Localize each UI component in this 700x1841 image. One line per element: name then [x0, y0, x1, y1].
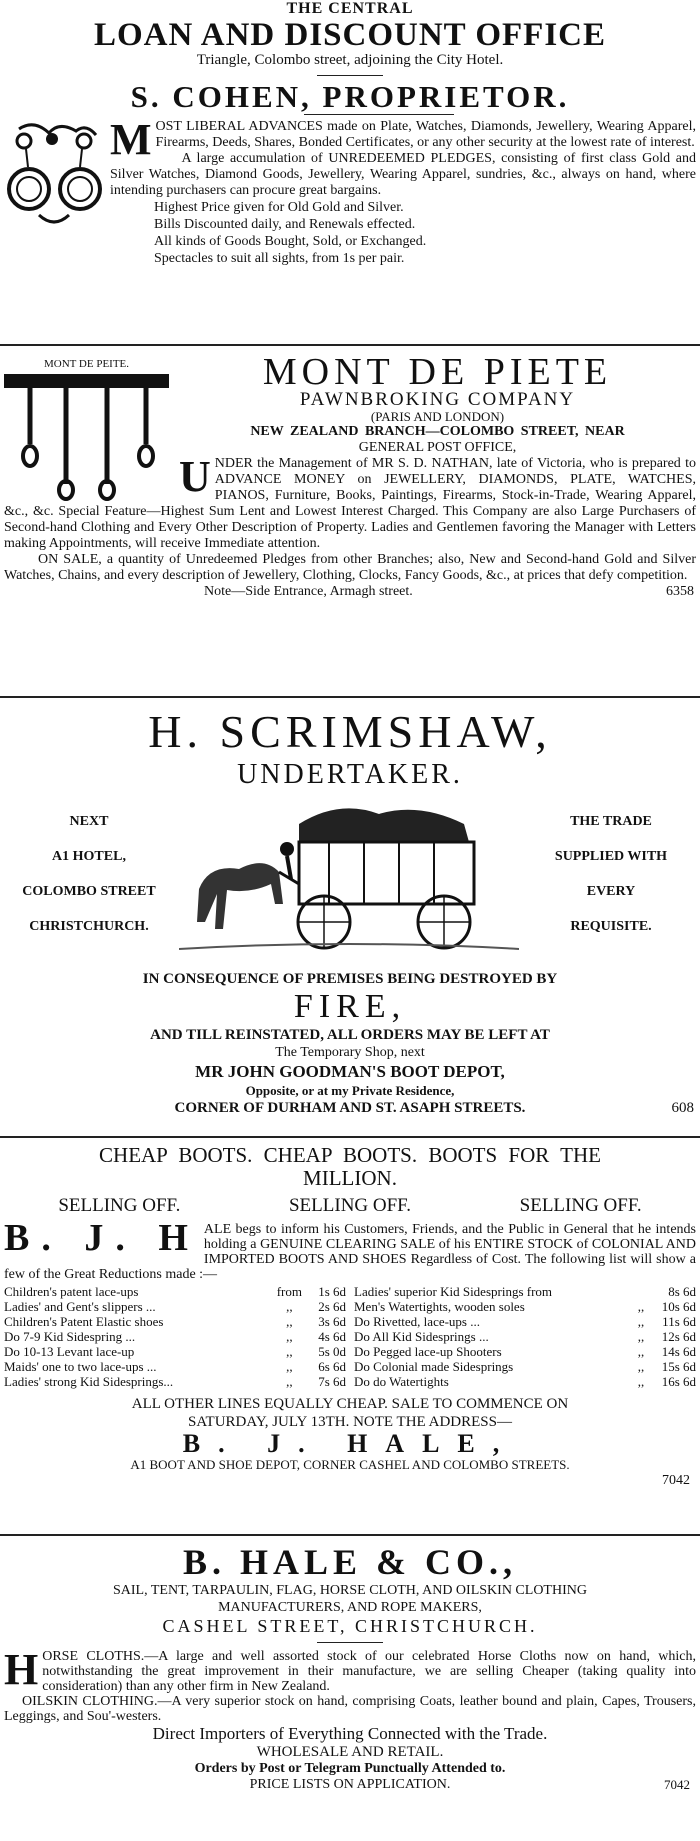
price-value: 11s 6d [662, 1314, 696, 1329]
price-value: 1s 6d [318, 1284, 346, 1299]
price-value: 10s 6d [661, 1299, 696, 1314]
corner-line: CORNER OF DURHAM AND ST. ASAPH STREETS. [174, 1100, 526, 1116]
price-row [354, 1314, 696, 1329]
price-mark: ,, [637, 1299, 645, 1314]
price-row [354, 1299, 696, 1314]
price-row [354, 1284, 696, 1299]
price-item: Do Colonial made Sidesprings [354, 1359, 514, 1374]
divider [317, 75, 383, 76]
cheap-boots-ad [4, 1138, 696, 1534]
oilskin-paragraph: OILSKIN CLOTHING.—A very superior stock on hand, comprising Coats, leather bound and plain, Capes, Trousers, Leggings, and Sou'-westers. [4, 1694, 696, 1724]
mont-title: MONT DE PIETE [262, 351, 613, 393]
service-line: Highest Price given for Old Gold and Silver. [154, 200, 404, 215]
bj-hale-name: B. J. HALE, [182, 1429, 518, 1458]
scrimshaw-left-column [4, 804, 174, 944]
hale-title: B. HALE & CO., [182, 1542, 518, 1582]
dropcap: U [179, 452, 211, 501]
price-row [354, 1329, 696, 1344]
ad-ref-number: 608 [671, 1100, 694, 1116]
wholesale-line: WHOLESALE AND RETAIL. [256, 1744, 444, 1760]
price-row [354, 1344, 696, 1359]
boots-intro [4, 1217, 696, 1282]
price-value: 7s 6d [318, 1374, 346, 1389]
price-row [4, 1299, 346, 1314]
price-value: 16s 6d [661, 1374, 696, 1389]
mont-branch: NEW ZEALAND BRANCH—COLOMBO STREET, NEAR [250, 424, 625, 439]
horse-cloths-paragraph [4, 1645, 696, 1694]
divider [304, 114, 454, 115]
till-line: AND TILL REINSTATED, ALL ORDERS MAY BE LEFT AT [150, 1027, 550, 1043]
price-lists-line: PRICE LISTS ON APPLICATION. [249, 1777, 451, 1792]
orders-line: Orders by Post or Telegram Punctually Attended to. [194, 1761, 506, 1776]
pawn-sign [4, 354, 169, 501]
mont-cities: (PARIS AND LONDON) [370, 409, 505, 424]
left-line: A1 HOTEL, [52, 849, 126, 864]
price-item: Ladies' strong Kid Sidesprings... [4, 1374, 174, 1389]
ad-kicker: THE CENTRAL [286, 0, 414, 17]
price-value: 4s 6d [318, 1329, 346, 1344]
hale-line-2: MANUFACTURERS, AND ROPE MAKERS, [218, 1600, 482, 1615]
boot-depot-line: MR JOHN GOODMAN'S BOOT DEPOT, [195, 1062, 505, 1081]
service-line: All kinds of Goods Bought, Sold, or Exchanged. [154, 234, 427, 249]
price-item: Do Rivetted, lace-ups ... [354, 1314, 480, 1329]
price-mark: ,, [286, 1329, 293, 1344]
price-row [354, 1374, 696, 1389]
mont-note-line [4, 584, 696, 600]
dropcap: H [4, 1645, 39, 1694]
scrimshaw-middle [4, 794, 696, 964]
scrimshaw-title: H. SCRIMSHAW, [148, 706, 552, 757]
mont-branch-2: GENERAL POST OFFICE, [358, 440, 517, 455]
price-item: Do do Watertights [354, 1374, 449, 1389]
price-row [354, 1359, 696, 1374]
all-other-line: ALL OTHER LINES EQUALLY CHEAP. SALE TO COMMENCE ON [131, 1396, 569, 1412]
selling-off-row [4, 1194, 696, 1218]
importers-line: Direct Importers of Everything Connected with the Trade. [152, 1724, 548, 1743]
ad-title: LOAN AND DISCOUNT OFFICE [93, 17, 607, 53]
pawn-jewellery-illustration-icon [4, 119, 104, 234]
scrimshaw-right-column [526, 804, 696, 944]
paragraph-text: OST LIBERAL ADVANCES made on Plate, Watches, Diamonds, Jewellery, Wearing Apparel, Firearms, Deeds, Shares, Bonded Certificates, or any other security at the lowest rate of interest. [155, 119, 696, 150]
scrimshaw-ad [4, 698, 696, 1136]
price-item: Children's patent lace-ups [4, 1284, 139, 1299]
price-mark: ,, [286, 1344, 293, 1359]
service-line: Spectacles to suit all sights, from 1s per pair. [154, 251, 405, 266]
bjh-dropcap: B. J. H [4, 1217, 200, 1259]
price-row [4, 1344, 346, 1359]
divider [317, 1642, 383, 1643]
hale-co-ad [4, 1536, 696, 1836]
ad-address: Triangle, Colombo street, adjoining the City Hotel. [196, 52, 504, 68]
selling-off-label: SELLING OFF. [288, 1195, 411, 1216]
price-mark: ,, [637, 1314, 645, 1329]
three-balls-sign-icon [4, 376, 169, 501]
mont-note: Note—Side Entrance, Armagh street. [204, 584, 413, 599]
saturday-line: SATURDAY, JULY 13TH. NOTE THE ADDRESS— [188, 1414, 512, 1430]
paragraph-text: ORSE CLOTHS.—A large and well assorted stock of our celebrated Horse Cloths now on hand, which, notwithstanding the great improvement in their manufacture, we are selling Cheaper (taking quality into consideration) than any other firm in New Zealand. [42, 1649, 696, 1694]
service-line: Bills Discounted daily, and Renewals effected. [154, 217, 416, 232]
price-row [4, 1359, 346, 1374]
right-line: THE TRADE [570, 814, 652, 829]
price-mark: ,, [637, 1359, 645, 1374]
price-mark: ,, [286, 1374, 293, 1389]
price-row [4, 1374, 346, 1389]
price-row [4, 1284, 346, 1299]
price-mark: ,, [286, 1359, 293, 1374]
orders-block [4, 1761, 696, 1793]
sign-label: MONT DE PEITE. [4, 354, 169, 376]
boots-headline: CHEAP BOOTS. CHEAP BOOTS. BOOTS FOR THE [99, 1143, 601, 1167]
left-line: NEXT [69, 814, 109, 829]
price-item: Ladies' superior Kid Sidesprings from [354, 1284, 553, 1299]
price-value: 3s 6d [318, 1314, 346, 1329]
price-item: Do Pegged lace-up Shooters [354, 1344, 502, 1359]
fire-heading: FIRE, [293, 988, 407, 1025]
price-mark: ,, [286, 1299, 293, 1314]
hale-line: SAIL, TENT, TARPAULIN, FLAG, HORSE CLOTH, AND OILSKIN CLOTHING [113, 1583, 587, 1598]
price-mark: ,, [637, 1344, 645, 1359]
right-line: EVERY [586, 884, 636, 899]
mont-de-piete-ad [4, 346, 696, 696]
ad-ref-number: 7042 [664, 1777, 690, 1792]
price-row [4, 1314, 346, 1329]
price-item: Ladies' and Gent's slippers ... [4, 1299, 156, 1314]
central-loan-ad [4, 0, 696, 344]
price-mark: ,, [637, 1329, 645, 1344]
price-item: Do All Kid Sidesprings ... [354, 1329, 489, 1344]
price-item: Maids' one to two lace-ups ... [4, 1359, 157, 1374]
right-line: REQUISITE. [570, 919, 652, 934]
price-value: 2s 6d [318, 1299, 346, 1314]
scrimshaw-subtitle: UNDERTAKER. [237, 759, 463, 790]
price-mark: from [276, 1284, 302, 1299]
boots-headline-2: MILLION. [303, 1166, 397, 1190]
opposite-line: Opposite, or at my Private Residence, [245, 1083, 455, 1098]
boots-address: A1 BOOT AND SHOE DEPOT, CORNER CASHEL AND COLOMBO STREETS. [130, 1457, 570, 1472]
price-item: Men's Watertights, wooden soles [354, 1299, 525, 1314]
loan-paragraph [4, 115, 696, 164]
mont-subtitle: PAWNBROKING COMPANY [299, 389, 576, 410]
selling-off-label: SELLING OFF. [519, 1195, 642, 1216]
price-table-left [4, 1284, 346, 1389]
left-line: COLOMBO STREET [22, 884, 156, 899]
price-table-right [354, 1284, 696, 1389]
proprietor-heading: S. COHEN, PROPRIETOR. [130, 79, 570, 114]
price-item: Children's Patent Elastic shoes [4, 1314, 164, 1329]
price-list [4, 1284, 696, 1389]
price-item: Do 7-9 Kid Sidespring ... [4, 1329, 136, 1344]
selling-off-label: SELLING OFF. [58, 1195, 181, 1216]
price-value: 5s 0d [318, 1344, 346, 1359]
price-row [4, 1329, 346, 1344]
consequence-line: IN CONSEQUENCE OF PREMISES BEING DESTROYED BY [142, 971, 558, 987]
pledges-paragraph: A large accumulation of UNREDEEMED PLEDGES, consisting of first class Gold and Silver Watches, Diamond Goods, Jewellery, Wearing Apparel, sundries, &c., always on hand, where intending purchasers can procure great bargains. [110, 151, 696, 198]
mont-sale-paragraph: ON SALE, a quantity of Unredeemed Pledges from other Branches; also, New and Second-hand Gold and Silver Watches, Chains, and every description of Jewellery, Clothing, Clocks, Fancy Goods, &c., at prices that defy competition. [4, 552, 696, 583]
paragraph-text: NDER the Management of MR S. D. NATHAN, late of Victoria, who is prepared to ADVANCE MONEY on JEWELLERY, DIAMONDS, PLATE, WATCHES, PIANOS, Furniture, Books, Paintings, Firearms, Stock-in-Trade, Wearing Apparel, &c., &c. Special Feature—Highest Sum Lent and Lowest Interest Charged. This Company are also Large Purchasers of Second-hand Clothing and Every Other Description of Property. Ladies and Gentlemen favoring the Manager with Letters making Appointments, will receive Immediate attention. [4, 456, 696, 551]
ad-ref-number: 6358 [666, 584, 694, 599]
price-item: Do 10-13 Levant lace-up [4, 1344, 135, 1359]
price-value: 15s 6d [661, 1359, 696, 1374]
price-mark [630, 1284, 652, 1299]
price-mark: ,, [637, 1374, 645, 1389]
temp-shop-line: The Temporary Shop, next [275, 1045, 425, 1060]
price-value: 12s 6d [661, 1329, 696, 1344]
hearse-carriage-illustration-icon [179, 794, 519, 959]
paragraph-text: ALE begs to inform his Customers, Friends, and the Public in General that he intends holding a GENUINE CLEARING SALE of his ENTIRE STOCK of COLONIAL AND IMPORTED BOOTS AND SHOES Regardless of Cost. The following list will show a few of the Great Reductions made :— [4, 1222, 696, 1282]
price-value: 14s 6d [661, 1344, 696, 1359]
right-line: SUPPLIED WITH [554, 849, 668, 864]
services-list [154, 199, 696, 267]
ad-ref-number: 7042 [662, 1473, 690, 1488]
price-value: 6s 6d [318, 1359, 346, 1374]
price-mark: ,, [286, 1314, 293, 1329]
corner-line-row [4, 1099, 696, 1117]
dropcap: M [110, 115, 152, 164]
price-value: 8s 6d [668, 1284, 696, 1299]
hale-line-3: CASHEL STREET, CHRISTCHURCH. [162, 1616, 538, 1636]
left-line: CHRISTCHURCH. [29, 919, 149, 934]
